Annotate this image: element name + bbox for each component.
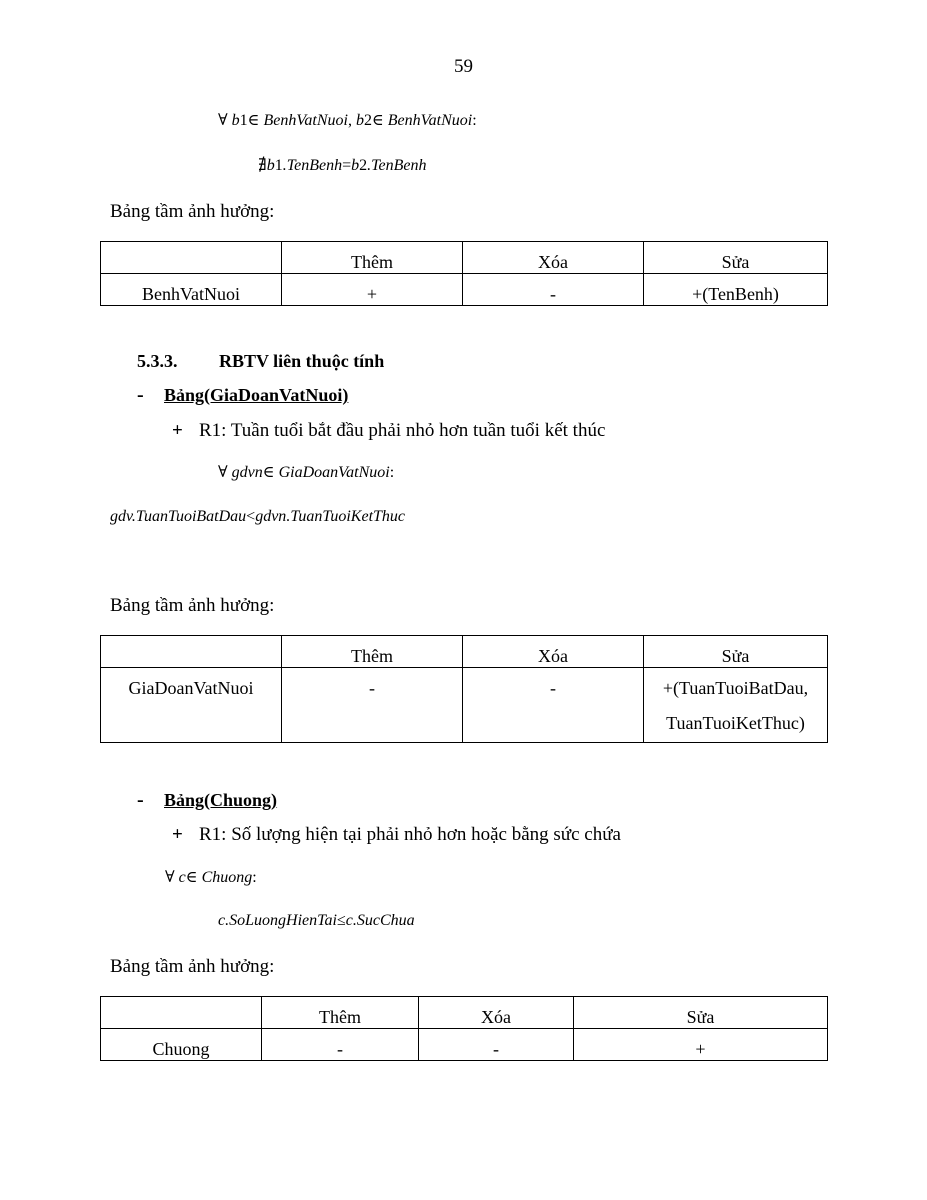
section-title: RBTV liên thuộc tính	[219, 351, 385, 371]
bullet-dash: -	[137, 789, 144, 811]
formula-forall-b1-b2: ∀ b1∈ BenhVatNuoi, b2∈ BenhVatNuoi:	[218, 112, 477, 129]
header-cell-them: Thêm	[262, 997, 419, 1029]
row-cell-xoa: -	[463, 274, 644, 306]
formula-not-exists-tenbenh: ∄b1.TenBenh=b2.TenBenh	[258, 157, 427, 174]
formula-forall-c: ∀ c∈ Chuong:	[165, 869, 257, 886]
impact-table-benhvatnuoi	[100, 241, 828, 306]
row-cell-sua: +	[574, 1029, 828, 1061]
formula-tuantuoi-compare: gdv.TuanTuoiBatDau<gdvn.TuanTuoiKetThuc	[110, 508, 406, 525]
section-number: 5.3.3.	[137, 351, 178, 371]
row-cell-xoa: -	[463, 668, 644, 743]
impact-label-2: Bảng tầm ảnh hưởng:	[110, 595, 275, 616]
row-cell-table: GiaDoanVatNuoi	[101, 668, 282, 743]
header-cell-sua: Sửa	[644, 242, 828, 274]
header-cell-sua: Sửa	[644, 636, 828, 668]
bullet-dash: -	[137, 384, 144, 406]
header-cell-xoa: Xóa	[463, 242, 644, 274]
header-cell-them: Thêm	[282, 636, 463, 668]
table-title-chuong: Bảng(Chuong)	[164, 790, 278, 810]
table-header-row	[101, 636, 828, 668]
row-cell-sua: +(TenBenh)	[644, 274, 828, 306]
page-number: 59	[454, 56, 473, 77]
row-cell-table: BenhVatNuoi	[101, 274, 282, 306]
sua-line-2: TuanTuoiKetThuc)	[666, 713, 805, 733]
table-header-row	[101, 242, 828, 274]
row-cell-xoa: -	[419, 1029, 574, 1061]
table-header-row	[101, 997, 828, 1029]
table-row	[101, 668, 828, 743]
header-cell-xoa: Xóa	[419, 997, 574, 1029]
formula-forall-gdvn: ∀ gdvn∈ GiaDoanVatNuoi:	[218, 464, 395, 481]
impact-label-1: Bảng tầm ảnh hưởng:	[110, 201, 275, 222]
row-cell-table: Chuong	[101, 1029, 262, 1061]
formula-soluong-compare: c.SoLuongHienTai≤c.SucChua	[218, 912, 415, 929]
table-row	[101, 1029, 828, 1061]
rule-r1-giadoan: R1: Tuần tuổi bắt đầu phải nhỏ hơn tuần tuổi kết thúc	[199, 420, 606, 441]
row-cell-them: -	[282, 668, 463, 743]
row-cell-them: -	[262, 1029, 419, 1061]
rule-r1-chuong: R1: Số lượng hiện tại phải nhỏ hơn hoặc bằng sức chứa	[199, 824, 621, 845]
header-cell-empty	[101, 997, 262, 1029]
impact-table-chuong	[100, 996, 828, 1061]
header-cell-sua: Sửa	[574, 997, 828, 1029]
sua-line-1: +(TuanTuoiBatDau,	[662, 678, 809, 698]
table-title-giadoanvatnuoi: Bảng(GiaDoanVatNuoi)	[164, 385, 349, 405]
header-cell-them: Thêm	[282, 242, 463, 274]
impact-table-giadoanvatnuoi	[100, 635, 828, 743]
header-cell-empty	[101, 636, 282, 668]
header-cell-xoa: Xóa	[463, 636, 644, 668]
impact-label-3: Bảng tầm ảnh hưởng:	[110, 956, 275, 977]
header-cell-empty	[101, 242, 282, 274]
bullet-plus: +	[172, 824, 183, 845]
row-cell-sua	[644, 668, 828, 743]
bullet-plus: +	[172, 420, 183, 441]
table-row	[101, 274, 828, 306]
row-cell-them: +	[282, 274, 463, 306]
